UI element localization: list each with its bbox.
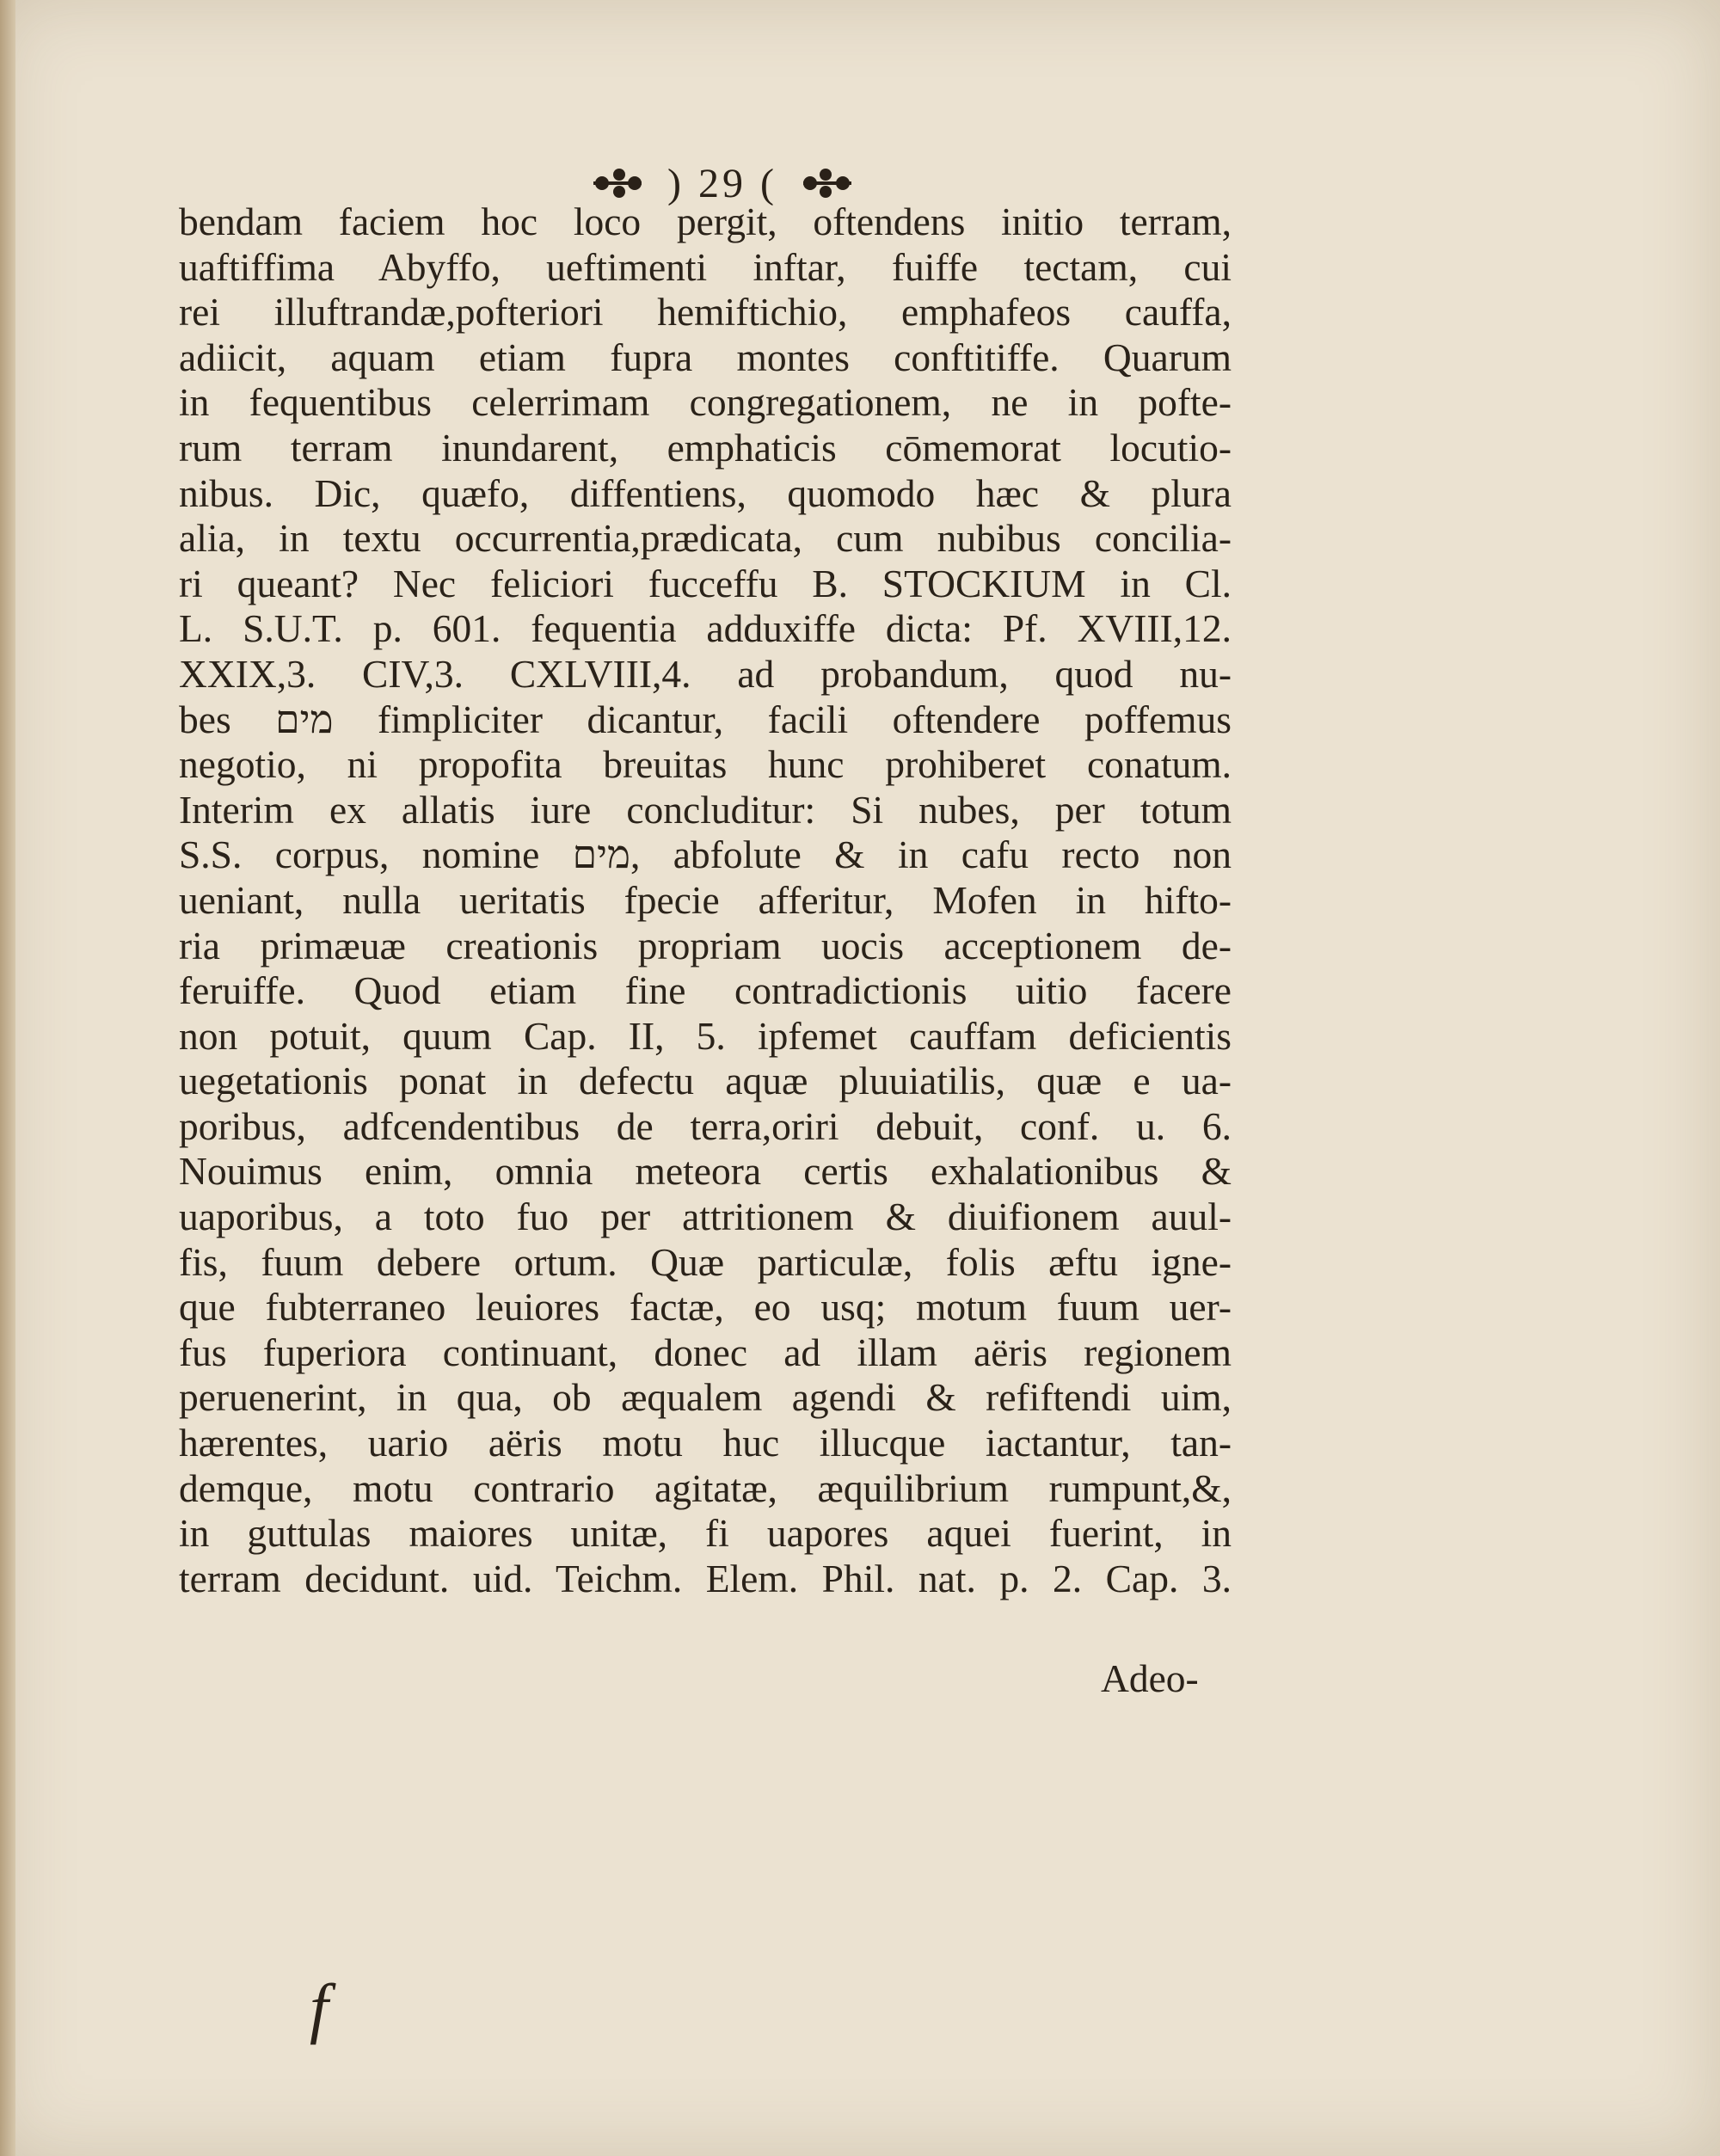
- text-line: bes מים fimpliciter dicantur, facili oftendere poffemus: [179, 697, 1232, 741]
- text-line: ria primæuæ creationis propriam uocis acceptionem de-: [179, 923, 1232, 967]
- body-text: [179, 200, 1232, 1601]
- page-binding-edge: [0, 0, 15, 2156]
- text-line: in fequentibus celerrimam congregationem, ne in pofte-: [179, 380, 1232, 425]
- text-line: Nouimus enim, omnia meteora certis exhalationibus &: [179, 1149, 1232, 1194]
- text-line: fus fuperiora continuant, donec ad illam aëris regionem: [179, 1330, 1232, 1374]
- text-line: non potuit, quum Cap. II, 5. ipfemet cauffam deficientis: [179, 1013, 1232, 1058]
- text-line: rum terram inundarent, emphaticis cōmemorat locutio-: [179, 425, 1232, 470]
- signature-mark: f: [310, 1970, 329, 2045]
- catchword: Adeo-: [1101, 1656, 1199, 1700]
- text-line: que fubterraneo leuiores factæ, eo usq; motum fuum uer-: [179, 1285, 1232, 1330]
- text-line: negotio, ni propofita breuitas hunc prohiberet conatum.: [179, 742, 1232, 787]
- text-line: ueniant, nulla ueritatis fpecie afferitur, Mofen in hifto-: [179, 877, 1232, 922]
- text-line: demque, motu contrario agitatæ, æquilibrium rumpunt,&,: [179, 1465, 1232, 1510]
- text-line: nibus. Dic, quæfo, diffentiens, quomodo hæc & plura: [179, 470, 1232, 515]
- text-line: uegetationis ponat in defectu aquæ pluuiatilis, quæ e ua-: [179, 1059, 1232, 1103]
- text-line: peruenerint, in qua, ob æqualem agendi & refiftendi uim,: [179, 1375, 1232, 1420]
- text-line: L. S.U.T. p. 601. fequentia adduxiffe dicta: Pf. XVIII,12.: [179, 606, 1232, 651]
- text-line: XXIX,3. CIV,3. CXLVIII,4. ad probandum, quod nu-: [179, 651, 1232, 696]
- page-number: ) 29 (: [667, 160, 777, 206]
- text-line: in guttulas maiores unitæ, fi uapores aquei fuerint, in: [179, 1511, 1232, 1556]
- text-line: alia, in textu occurrentia,prædicata, cum nubibus concilia-: [179, 516, 1232, 561]
- left-ornament-icon: [590, 164, 645, 202]
- text-line: hærentes, uario aëris motu huc illucque iactantur, tan-: [179, 1421, 1232, 1465]
- text-line: fis, fuum debere ortum. Quæ particulæ, folis æftu igne-: [179, 1239, 1232, 1284]
- text-line: S.S. corpus, nomine מים, abfolute & in cafu recto non: [179, 832, 1232, 877]
- text-line: Interim ex allatis iure concluditur: Si nubes, per totum: [179, 787, 1232, 832]
- text-line: feruiffe. Quod etiam fine contradictionis uitio facere: [179, 968, 1232, 1013]
- text-line: rei illuftrandæ,pofteriori hemiftichio, emphafeos cauffa,: [179, 290, 1232, 335]
- text-line: bendam faciem hoc loco pergit, oftendens initio terram,: [179, 200, 1232, 243]
- text-line: uaftiffima Abyffo, ueftimenti inftar, fuiffe tectam, cui: [179, 244, 1232, 289]
- text-line: terram decidunt. uid. Teichm. Elem. Phil. nat. p. 2. Cap. 3.: [179, 1556, 1232, 1600]
- text-line: poribus, adfcendentibus de terra,oriri debuit, conf. u. 6.: [179, 1103, 1232, 1148]
- text-line: ri queant? Nec feliciori fucceffu B. STOCKIUM in Cl.: [179, 561, 1232, 605]
- text-line: uaporibus, a toto fuo per attritionem & diuifionem auul-: [179, 1195, 1232, 1239]
- right-ornament-icon: [800, 164, 855, 202]
- text-line: adiicit, aquam etiam fupra montes conftitiffe. Quarum: [179, 335, 1232, 379]
